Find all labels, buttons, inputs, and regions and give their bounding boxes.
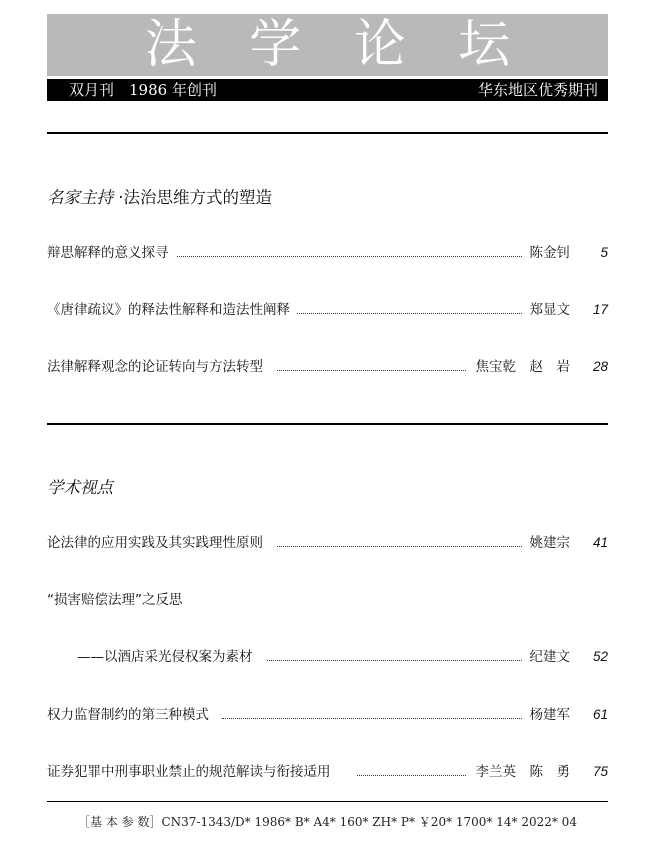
basic-parameters: ［基 本 参 数］CN37-1343/D* 1986* B* A4* 160* ZH* P* ￥20* 1700* 14* 2022* 04 [78, 815, 577, 829]
section-host-label: 名家主持 [47, 188, 113, 207]
toc-entry-heading[interactable] [47, 589, 608, 611]
journal-title: 法 学 论 坛 [144, 15, 529, 75]
dot-leader [267, 646, 522, 668]
publication-frequency: 双月刊 1986 年创刊 [69, 81, 217, 99]
info-bar [47, 79, 608, 101]
dot-leader [177, 242, 522, 264]
section-subtitle: ·法治思维方式的塑造 [118, 188, 272, 207]
toc-entry[interactable] [47, 299, 608, 321]
entry-title: 证券犯罪中刑事职业禁止的规范解读与衔接适用 [47, 761, 337, 783]
toc-entry[interactable] [47, 532, 608, 554]
entry-author: 杨建军 [524, 704, 571, 726]
masthead [47, 14, 608, 76]
entry-author: 李兰英 陈 勇 [470, 761, 571, 783]
entry-author: 姚建宗 [524, 532, 571, 554]
entry-author: 陈金钊 [524, 242, 571, 264]
toc-entry[interactable] [47, 242, 608, 264]
section-title-2 [47, 474, 113, 498]
entry-title: 《唐律疏议》的释法性解释和造法性阐释 [47, 299, 296, 321]
award-label: 华东地区优秀期刊 [477, 81, 598, 99]
dot-leader [357, 761, 466, 783]
divider [47, 132, 608, 134]
entry-title: 辩思解释的意义探寻 [47, 242, 175, 264]
entry-page: 52 [592, 649, 608, 664]
entry-author: 焦宝乾 赵 岩 [470, 356, 571, 378]
entry-page: 41 [592, 535, 608, 550]
entry-page: 17 [592, 302, 608, 317]
dot-leader [297, 299, 522, 321]
entry-page: 28 [592, 359, 608, 374]
entry-page: 5 [600, 245, 608, 260]
section-label: 学术视点 [47, 478, 113, 497]
entry-title: “损害赔偿法理”之反思 [47, 589, 189, 611]
entry-page: 75 [592, 764, 608, 779]
section-title-1 [47, 184, 272, 208]
entry-author: 郑显文 [524, 299, 571, 321]
toc-entry[interactable] [47, 646, 608, 668]
entry-title: 权力监督制约的第三种模式 [47, 704, 215, 726]
dot-leader [277, 356, 466, 378]
toc-entry[interactable] [47, 356, 608, 378]
dot-leader [277, 532, 522, 554]
entry-page: 61 [592, 707, 608, 722]
entry-subtitle: ——以酒店采光侵权案为素材 [77, 646, 259, 668]
dot-leader [222, 704, 522, 726]
footer-divider [47, 801, 608, 802]
entry-author: 纪建文 [524, 646, 571, 668]
toc-entry[interactable] [47, 704, 608, 726]
entry-title: 论法律的应用实践及其实践理性原则 [47, 532, 269, 554]
entry-title: 法律解释观念的论证转向与方法转型 [47, 356, 269, 378]
toc-entry[interactable] [47, 761, 608, 783]
divider [47, 423, 608, 425]
